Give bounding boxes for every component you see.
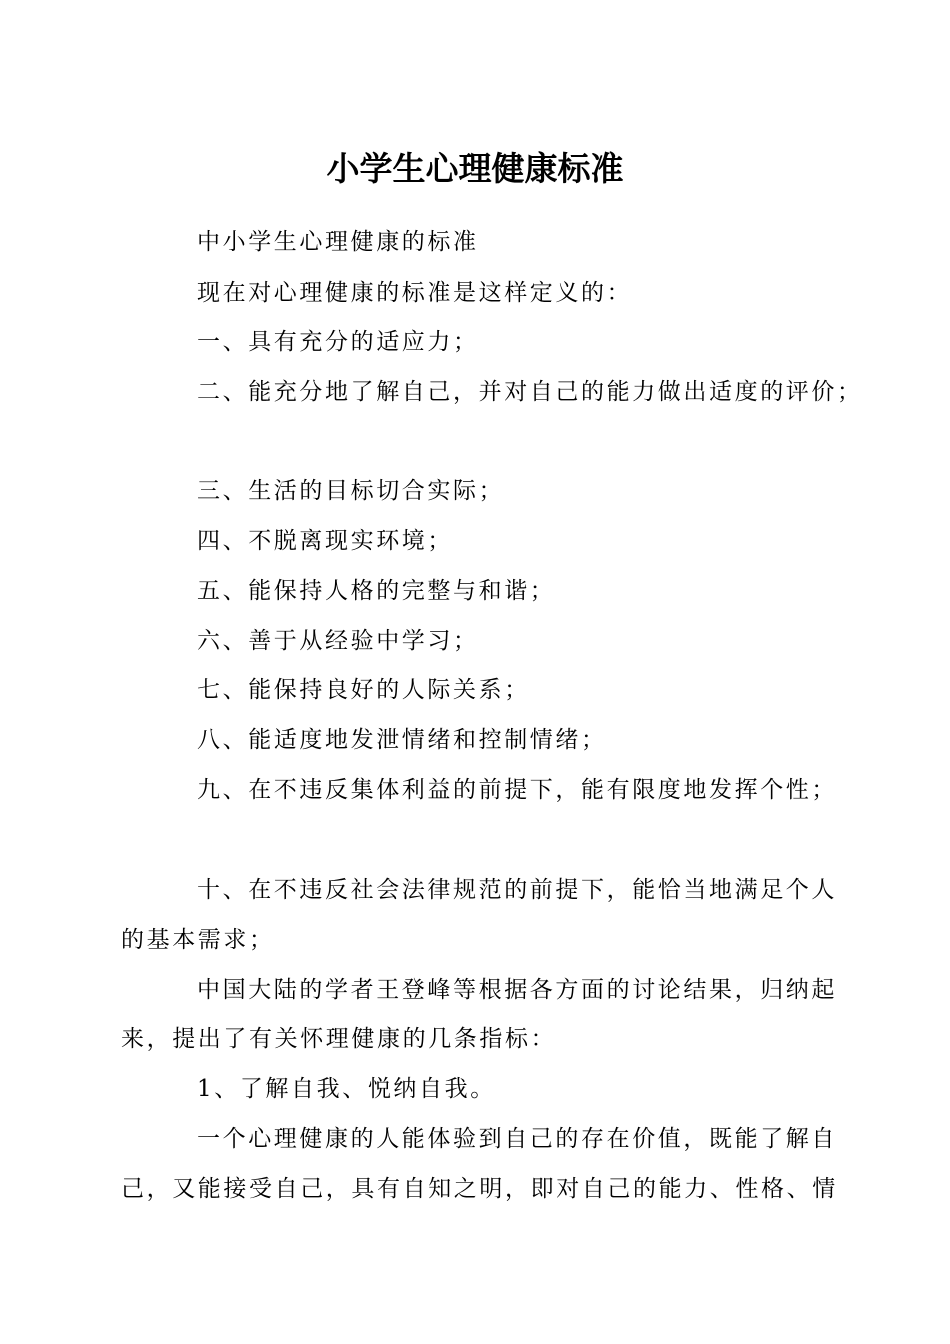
paragraph-line: 来，提出了有关怀理健康的几条指标： [121,1026,557,1052]
list-item: 十、在不违反社会法律规范的前提下，能恰当地满足个人 [197,877,837,903]
paragraph-line: 己，又能接受自己，具有自知之明，即对自己的能力、性格、情 [121,1176,838,1202]
list-item: 九、在不违反集体利益的前提下，能有限度地发挥个性； [197,777,837,803]
list-item: 二、能充分地了解自己，并对自己的能力做出适度的评价； [197,379,863,405]
paragraph-line: 中小学生心理健康的标准 [197,229,479,255]
paragraph-line: 一个心理健康的人能体验到自己的存在价值，既能了解自 [197,1126,837,1152]
paragraph-line: 中国大陆的学者王登峰等根据各方面的讨论结果，归纳起 [197,977,837,1003]
list-item-continuation: 的基本需求； [121,927,275,953]
list-item: 五、能保持人格的完整与和谐； [197,578,556,604]
list-item: 七、能保持良好的人际关系； [197,677,530,703]
paragraph-line: 现在对心理健康的标准是这样定义的： [197,280,633,306]
subheading: 1、了解自我、悦纳自我。 [197,1076,496,1102]
list-item: 一、具有充分的适应力； [197,329,479,355]
list-item: 三、生活的目标切合实际； [197,478,505,504]
document-title: 小学生心理健康标准 [326,149,624,188]
list-item: 八、能适度地发泄情绪和控制情绪； [197,727,607,753]
list-item: 四、不脱离现实环境； [197,528,453,554]
list-item: 六、善于从经验中学习； [197,628,479,654]
